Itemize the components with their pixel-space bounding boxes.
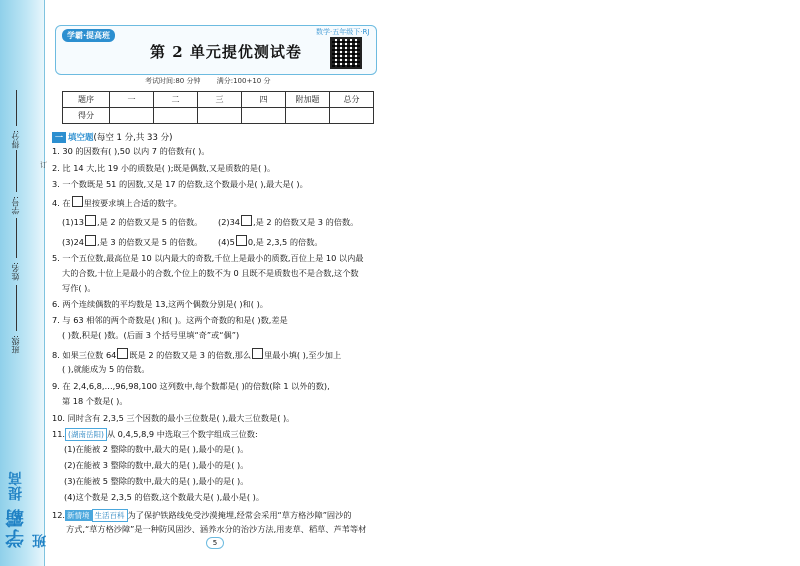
score-table-header: 附加题 — [286, 92, 330, 108]
score-cell[interactable] — [242, 108, 286, 124]
question-text: 里最小填( ),至少加上 — [264, 350, 342, 360]
name-field-line — [16, 218, 17, 258]
answer-box[interactable] — [236, 235, 247, 246]
question-11-4: (4)这个数是 2,3,5 的倍数,这个数最大是( ),最小是( )。 — [64, 492, 265, 502]
question-text: ,是 3 的倍数又是 5 的倍数。 — [97, 237, 203, 247]
region-tag: (湖南岳阳) — [65, 428, 107, 441]
score-table-header-row — [63, 92, 374, 108]
question-5-line-2: 大的合数,十位上是最小的合数,个位上的数不为 0 且既不是质数也不是合数,这个数 — [62, 268, 359, 278]
score-table-header: 二 — [154, 92, 198, 108]
question-4-4 — [218, 235, 323, 248]
score-cell[interactable] — [198, 108, 242, 124]
brand-logo — [2, 458, 48, 548]
section-number: 一 — [52, 132, 66, 143]
question-4-3 — [62, 235, 202, 248]
page-title: 第 2 单元提优测试卷 — [150, 43, 302, 61]
score-row-label: 得分 — [63, 108, 110, 124]
question-1: 1. 30 的因数有( ),50 以内 7 的倍数有( )。 — [52, 146, 210, 156]
score-field-line — [16, 90, 17, 126]
brand-main: 学霸 — [5, 508, 27, 548]
question-11-2: (2)在能被 3 整除的数中,最大的是( ),最小的是( )。 — [64, 460, 249, 470]
question-4-1 — [62, 215, 202, 228]
answer-box[interactable] — [85, 215, 96, 226]
score-table-header: 总分 — [330, 92, 374, 108]
score-table-header: 一 — [110, 92, 154, 108]
question-12-line-2: 方式,“草方格沙障”是一种防风固沙、涵养水分的治沙方法,用麦草、稻草、芦苇等材 — [66, 524, 367, 534]
question-9-line-2: 第 18 个数是( )。 — [62, 396, 128, 406]
question-text: (4)5 — [218, 237, 235, 247]
question-text: 11. — [52, 429, 66, 439]
question-text: 12. — [52, 510, 66, 520]
answer-box[interactable] — [72, 196, 83, 207]
class-field-label: 班级: — [11, 335, 20, 354]
student-id-field-line — [16, 150, 17, 192]
answer-box[interactable] — [241, 215, 252, 226]
question-11-3: (3)在能被 5 整除的数中,最大的是( ),最小的是( )。 — [64, 476, 249, 486]
question-11 — [52, 428, 258, 441]
question-text: ,是 2 的倍数又是 5 的倍数。 — [97, 217, 203, 227]
qr-code-icon — [330, 37, 362, 69]
question-10: 10. 同时含有 2,3,5 三个因数的最小三位数是( ),最大三位数是( )。 — [52, 413, 295, 423]
answer-box[interactable] — [252, 348, 263, 359]
question-text: 里按要求填上合适的数字。 — [83, 198, 182, 208]
question-text: 为了保护铁路线免受沙漠掩埋,经常会采用“草方格沙障”固沙的 — [127, 510, 352, 520]
question-7-line-1: 7. 与 63 相邻的两个奇数是( )和( )。这两个奇数的和是( )数,差是 — [52, 315, 288, 325]
question-4 — [52, 196, 182, 209]
score-cell[interactable] — [154, 108, 198, 124]
score-table-header: 题序 — [63, 92, 110, 108]
exam-time: 考试时间:80 分钟 — [145, 77, 201, 85]
question-5-line-1: 5. 一个五位数,最高位是 10 以内最大的奇数,千位上是最小的质数,百位上是 10 以内最 — [52, 253, 364, 263]
question-6: 6. 两个连续偶数的平均数是 13,这两个偶数分别是( )和( )。 — [52, 299, 268, 309]
question-11-1: (1)在能被 2 整除的数中,最大的是( ),最小的是( )。 — [64, 444, 249, 454]
score-cell[interactable] — [110, 108, 154, 124]
score-field-label: 得分: — [11, 130, 20, 149]
score-table-header: 三 — [198, 92, 242, 108]
section-title: 填空题 — [68, 133, 94, 143]
brand-sub: 提高班 — [8, 470, 48, 548]
answer-box[interactable] — [117, 348, 128, 359]
question-9-line-1: 9. 在 2,4,6,8,…,96,98,100 这列数中,每个数都是( )的倍数(除 1 以外的数), — [52, 381, 330, 391]
score-cell[interactable] — [330, 108, 374, 124]
new-context-tag: 新情境 — [67, 511, 90, 520]
question-8-line-1 — [52, 348, 341, 361]
name-field-label: 姓名: — [11, 262, 20, 281]
score-table-row — [63, 108, 374, 124]
subject-tag: 数学·五年级下·RJ — [316, 28, 370, 36]
life-encyclopedia-tag: 生活百科 — [92, 509, 128, 522]
fold-mark: 订 — [40, 161, 47, 169]
question-text: (1)13 — [62, 217, 85, 227]
question-text: 0,是 2,3,5 的倍数。 — [247, 237, 323, 247]
question-12-line-1 — [52, 509, 352, 522]
score-table-header: 四 — [242, 92, 286, 108]
score-table — [62, 91, 374, 124]
answer-box[interactable] — [85, 235, 96, 246]
page-number: 5 — [206, 537, 224, 549]
exam-full-score: 满分:100+10 分 — [216, 77, 271, 85]
question-4-2 — [218, 215, 358, 228]
section-note: (每空 1 分,共 33 分) — [93, 133, 173, 143]
section-heading — [52, 131, 172, 143]
score-cell[interactable] — [286, 108, 330, 124]
exam-info — [145, 76, 284, 86]
question-text: 8. 如果三位数 64 — [52, 350, 117, 360]
question-7-line-2: ( )数,积是( )数。(后面 3 个括号里填“奇”或“偶”) — [62, 330, 240, 340]
question-text: (3)24 — [62, 237, 85, 247]
brand-badge: 学霸·提高班 — [62, 29, 115, 42]
question-text: (2)34 — [218, 217, 241, 227]
question-8-line-2: ( ),就能成为 5 的倍数。 — [62, 364, 150, 374]
student-id-field-label: 学号: — [11, 196, 20, 215]
question-5-line-3: 写作( )。 — [62, 283, 96, 293]
question-3: 3. 一个数既是 51 的因数,又是 17 的倍数,这个数最小是( ),最大是( )。 — [52, 179, 308, 189]
question-2: 2. 比 14 大,比 19 小的质数是( );既是偶数,又是质数的是( )。 — [52, 163, 276, 173]
class-field-line — [16, 285, 17, 331]
question-text: ,是 2 的倍数又是 3 的倍数。 — [253, 217, 359, 227]
question-text: 4. 在 — [52, 198, 71, 208]
question-text: 既是 2 的倍数又是 3 的倍数,那么 — [129, 350, 252, 360]
question-text: 从 0,4,5,8,9 中选取三个数字组成三位数: — [106, 429, 258, 439]
